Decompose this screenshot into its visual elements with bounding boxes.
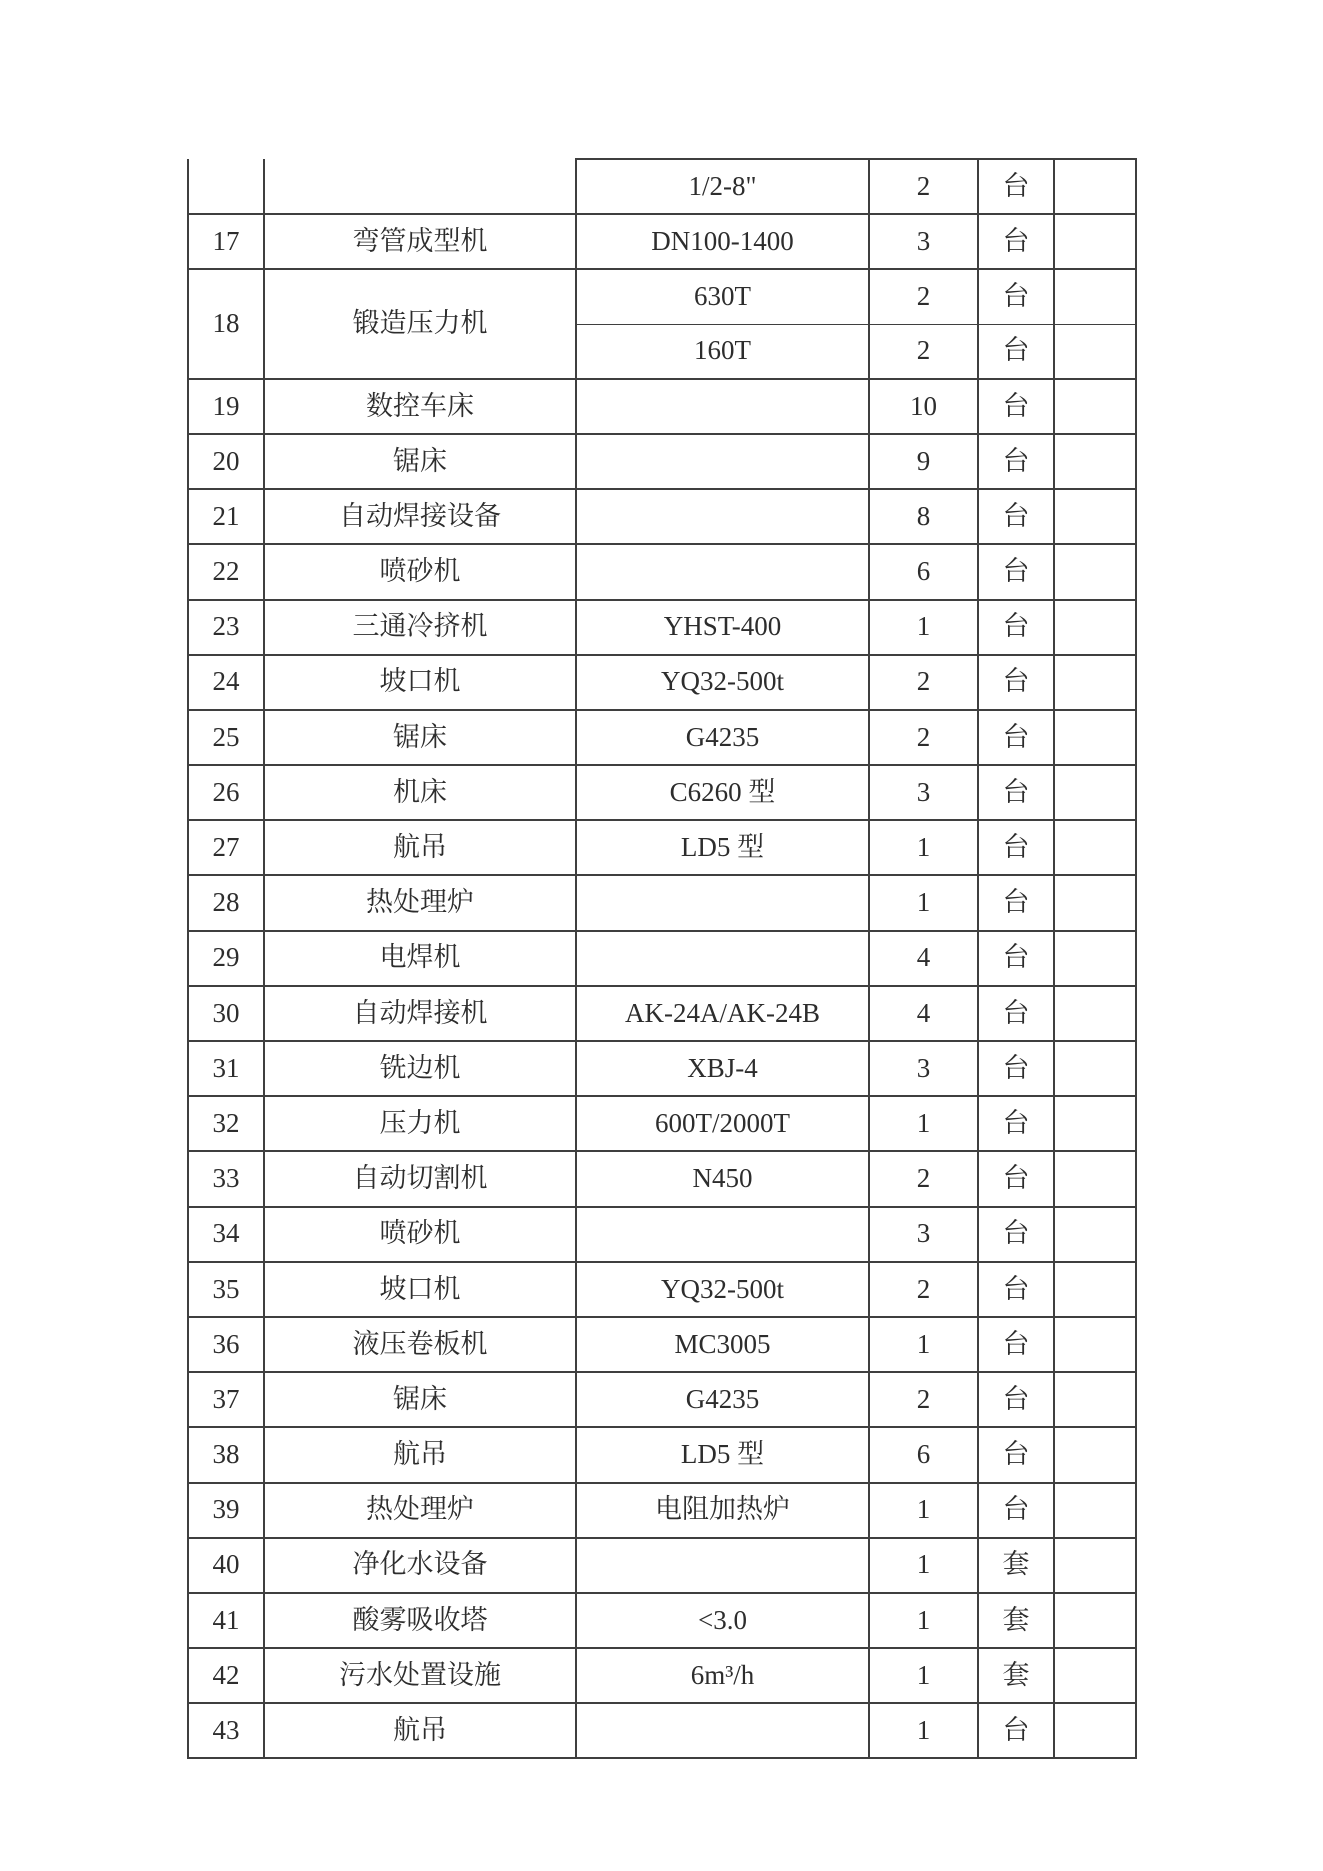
unit-cell: 台	[978, 1207, 1054, 1262]
equipment-name-cell: 压力机	[264, 1096, 576, 1151]
note-cell	[1054, 379, 1136, 434]
quantity-cell: 1	[869, 1317, 978, 1372]
row-number-cell: 41	[188, 1593, 264, 1648]
equipment-name-cell: 喷砂机	[264, 1207, 576, 1262]
unit-cell: 台	[978, 875, 1054, 930]
spec-cell: AK-24A/AK-24B	[576, 986, 869, 1041]
table-row	[188, 1096, 1136, 1151]
row-number-cell: 19	[188, 379, 264, 434]
equipment-name-cell: 锯床	[264, 1372, 576, 1427]
quantity-cell: 1	[869, 1593, 978, 1648]
note-cell	[1054, 489, 1136, 544]
equipment-name-cell: 航吊	[264, 820, 576, 875]
equipment-name-cell: 锻造压力机	[264, 269, 576, 378]
unit-cell: 台	[978, 544, 1054, 599]
unit-cell: 台	[978, 159, 1054, 214]
row-number-cell: 17	[188, 214, 264, 269]
equipment-name-cell: 净化水设备	[264, 1538, 576, 1593]
unit-cell: 台	[978, 765, 1054, 820]
spec-cell: G4235	[576, 1372, 869, 1427]
note-cell	[1054, 1648, 1136, 1703]
equipment-name-cell: 坡口机	[264, 1262, 576, 1317]
equipment-name-cell: 液压卷板机	[264, 1317, 576, 1372]
quantity-cell: 4	[869, 986, 978, 1041]
row-number-cell: 26	[188, 765, 264, 820]
quantity-cell: 2	[869, 159, 978, 214]
note-cell	[1054, 710, 1136, 765]
quantity-cell: 2	[869, 1372, 978, 1427]
row-number-cell: 43	[188, 1703, 264, 1758]
quantity-cell: 3	[869, 214, 978, 269]
note-cell	[1054, 931, 1136, 986]
quantity-cell: 2	[869, 655, 978, 710]
quantity-cell: 3	[869, 1207, 978, 1262]
note-cell	[1054, 1703, 1136, 1758]
unit-cell: 台	[978, 379, 1054, 434]
note-cell	[1054, 159, 1136, 214]
table-row	[188, 379, 1136, 434]
unit-cell: 套	[978, 1593, 1054, 1648]
spec-cell	[576, 875, 869, 930]
equipment-name-cell: 自动切割机	[264, 1151, 576, 1206]
row-number-cell: 28	[188, 875, 264, 930]
equipment-name-cell: 数控车床	[264, 379, 576, 434]
equipment-name-cell: 航吊	[264, 1427, 576, 1482]
note-cell	[1054, 544, 1136, 599]
quantity-cell: 2	[869, 269, 978, 324]
unit-cell: 台	[978, 710, 1054, 765]
spec-cell	[576, 544, 869, 599]
row-number-cell: 36	[188, 1317, 264, 1372]
row-number-cell: 24	[188, 655, 264, 710]
note-cell	[1054, 1041, 1136, 1096]
equipment-name-cell: 污水处置设施	[264, 1648, 576, 1703]
unit-cell: 台	[978, 1262, 1054, 1317]
row-number-cell: 20	[188, 434, 264, 489]
unit-cell: 台	[978, 820, 1054, 875]
table-row	[188, 269, 1136, 324]
row-number-cell: 37	[188, 1372, 264, 1427]
spec-cell: 630T	[576, 269, 869, 324]
row-number-cell: 22	[188, 544, 264, 599]
note-cell	[1054, 1372, 1136, 1427]
equipment-name-cell: 机床	[264, 765, 576, 820]
row-number-cell: 27	[188, 820, 264, 875]
equipment-name-cell: 自动焊接设备	[264, 489, 576, 544]
equipment-name-cell: 酸雾吸收塔	[264, 1593, 576, 1648]
note-cell	[1054, 875, 1136, 930]
unit-cell: 台	[978, 1483, 1054, 1538]
spec-cell	[576, 1703, 869, 1758]
spec-cell	[576, 379, 869, 434]
spec-cell: YQ32-500t	[576, 655, 869, 710]
table-row	[188, 1648, 1136, 1703]
quantity-cell: 6	[869, 544, 978, 599]
spec-cell: <3.0	[576, 1593, 869, 1648]
row-number-cell: 30	[188, 986, 264, 1041]
equipment-name-cell: 锯床	[264, 710, 576, 765]
unit-cell: 套	[978, 1538, 1054, 1593]
equipment-name-cell: 自动焊接机	[264, 986, 576, 1041]
unit-cell: 台	[978, 434, 1054, 489]
table-row	[188, 1427, 1136, 1482]
unit-cell: 台	[978, 1372, 1054, 1427]
spec-cell: YQ32-500t	[576, 1262, 869, 1317]
quantity-cell: 6	[869, 1427, 978, 1482]
equipment-table	[187, 158, 1137, 1759]
unit-cell: 台	[978, 986, 1054, 1041]
quantity-cell: 1	[869, 875, 978, 930]
table-row	[188, 600, 1136, 655]
row-number-cell: 40	[188, 1538, 264, 1593]
table-row	[188, 1317, 1136, 1372]
table-row	[188, 434, 1136, 489]
table-row	[188, 1262, 1136, 1317]
equipment-name-cell: 铣边机	[264, 1041, 576, 1096]
row-number-cell: 38	[188, 1427, 264, 1482]
spec-cell: LD5 型	[576, 820, 869, 875]
unit-cell: 套	[978, 1648, 1054, 1703]
quantity-cell: 1	[869, 1538, 978, 1593]
equipment-name-cell: 热处理炉	[264, 875, 576, 930]
spec-cell: MC3005	[576, 1317, 869, 1372]
unit-cell: 台	[978, 269, 1054, 324]
note-cell	[1054, 1317, 1136, 1372]
table-row	[188, 544, 1136, 599]
equipment-name-cell: 航吊	[264, 1703, 576, 1758]
equipment-name-cell: 电焊机	[264, 931, 576, 986]
note-cell	[1054, 820, 1136, 875]
equipment-name-cell: 弯管成型机	[264, 214, 576, 269]
quantity-cell: 1	[869, 1096, 978, 1151]
row-number-cell: 31	[188, 1041, 264, 1096]
table-row	[188, 765, 1136, 820]
quantity-cell: 3	[869, 765, 978, 820]
quantity-cell: 2	[869, 324, 978, 379]
note-cell	[1054, 765, 1136, 820]
row-number-cell: 25	[188, 710, 264, 765]
spec-cell	[576, 1538, 869, 1593]
table-row	[188, 159, 1136, 214]
spec-cell: XBJ-4	[576, 1041, 869, 1096]
table-row	[188, 1593, 1136, 1648]
row-number-cell: 35	[188, 1262, 264, 1317]
unit-cell: 台	[978, 1096, 1054, 1151]
equipment-name-cell: 三通冷挤机	[264, 600, 576, 655]
table-row	[188, 986, 1136, 1041]
row-number-cell: 34	[188, 1207, 264, 1262]
table-row	[188, 214, 1136, 269]
spec-cell: DN100-1400	[576, 214, 869, 269]
note-cell	[1054, 324, 1136, 379]
note-cell	[1054, 1427, 1136, 1482]
quantity-cell: 3	[869, 1041, 978, 1096]
quantity-cell: 8	[869, 489, 978, 544]
unit-cell: 台	[978, 931, 1054, 986]
quantity-cell: 2	[869, 710, 978, 765]
equipment-name-cell: 热处理炉	[264, 1483, 576, 1538]
unit-cell: 台	[978, 655, 1054, 710]
note-cell	[1054, 986, 1136, 1041]
row-number-cell: 29	[188, 931, 264, 986]
note-cell	[1054, 1593, 1136, 1648]
table-row	[188, 1372, 1136, 1427]
quantity-cell: 1	[869, 820, 978, 875]
spec-cell: 1/2-8"	[576, 159, 869, 214]
table-row	[188, 820, 1136, 875]
spec-cell: LD5 型	[576, 1427, 869, 1482]
spec-cell: 6m³/h	[576, 1648, 869, 1703]
table-row	[188, 1207, 1136, 1262]
equipment-name-cell: 锯床	[264, 434, 576, 489]
note-cell	[1054, 1151, 1136, 1206]
note-cell	[1054, 1538, 1136, 1593]
note-cell	[1054, 1483, 1136, 1538]
equipment-name-cell	[264, 159, 576, 214]
quantity-cell: 1	[869, 1703, 978, 1758]
row-number-cell: 23	[188, 600, 264, 655]
spec-cell: 600T/2000T	[576, 1096, 869, 1151]
spec-cell: G4235	[576, 710, 869, 765]
unit-cell: 台	[978, 214, 1054, 269]
row-number-cell: 18	[188, 269, 264, 378]
unit-cell: 台	[978, 1041, 1054, 1096]
spec-cell	[576, 434, 869, 489]
spec-cell: C6260 型	[576, 765, 869, 820]
note-cell	[1054, 600, 1136, 655]
quantity-cell: 4	[869, 931, 978, 986]
table-row	[188, 1483, 1136, 1538]
quantity-cell: 1	[869, 600, 978, 655]
quantity-cell: 1	[869, 1648, 978, 1703]
note-cell	[1054, 1096, 1136, 1151]
note-cell	[1054, 655, 1136, 710]
note-cell	[1054, 214, 1136, 269]
spec-cell: 160T	[576, 324, 869, 379]
table-row	[188, 710, 1136, 765]
equipment-table-body	[188, 159, 1136, 1758]
table-row	[188, 931, 1136, 986]
note-cell	[1054, 434, 1136, 489]
note-cell	[1054, 1207, 1136, 1262]
unit-cell: 台	[978, 1317, 1054, 1372]
row-number-cell: 39	[188, 1483, 264, 1538]
table-row	[188, 1041, 1136, 1096]
unit-cell: 台	[978, 489, 1054, 544]
table-row	[188, 1538, 1136, 1593]
row-number-cell: 32	[188, 1096, 264, 1151]
note-cell	[1054, 1262, 1136, 1317]
spec-cell: YHST-400	[576, 600, 869, 655]
unit-cell: 台	[978, 324, 1054, 379]
note-cell	[1054, 269, 1136, 324]
spec-cell	[576, 489, 869, 544]
spec-cell	[576, 931, 869, 986]
quantity-cell: 2	[869, 1262, 978, 1317]
row-number-cell: 42	[188, 1648, 264, 1703]
equipment-name-cell: 喷砂机	[264, 544, 576, 599]
spec-cell	[576, 1207, 869, 1262]
table-row	[188, 489, 1136, 544]
quantity-cell: 10	[869, 379, 978, 434]
row-number-cell	[188, 159, 264, 214]
table-row	[188, 875, 1136, 930]
unit-cell: 台	[978, 600, 1054, 655]
table-row	[188, 1703, 1136, 1758]
quantity-cell: 2	[869, 1151, 978, 1206]
quantity-cell: 1	[869, 1483, 978, 1538]
table-row	[188, 655, 1136, 710]
unit-cell: 台	[978, 1427, 1054, 1482]
spec-cell: N450	[576, 1151, 869, 1206]
unit-cell: 台	[978, 1703, 1054, 1758]
row-number-cell: 21	[188, 489, 264, 544]
table-row	[188, 1151, 1136, 1206]
quantity-cell: 9	[869, 434, 978, 489]
unit-cell: 台	[978, 1151, 1054, 1206]
row-number-cell: 33	[188, 1151, 264, 1206]
equipment-name-cell: 坡口机	[264, 655, 576, 710]
spec-cell: 电阻加热炉	[576, 1483, 869, 1538]
